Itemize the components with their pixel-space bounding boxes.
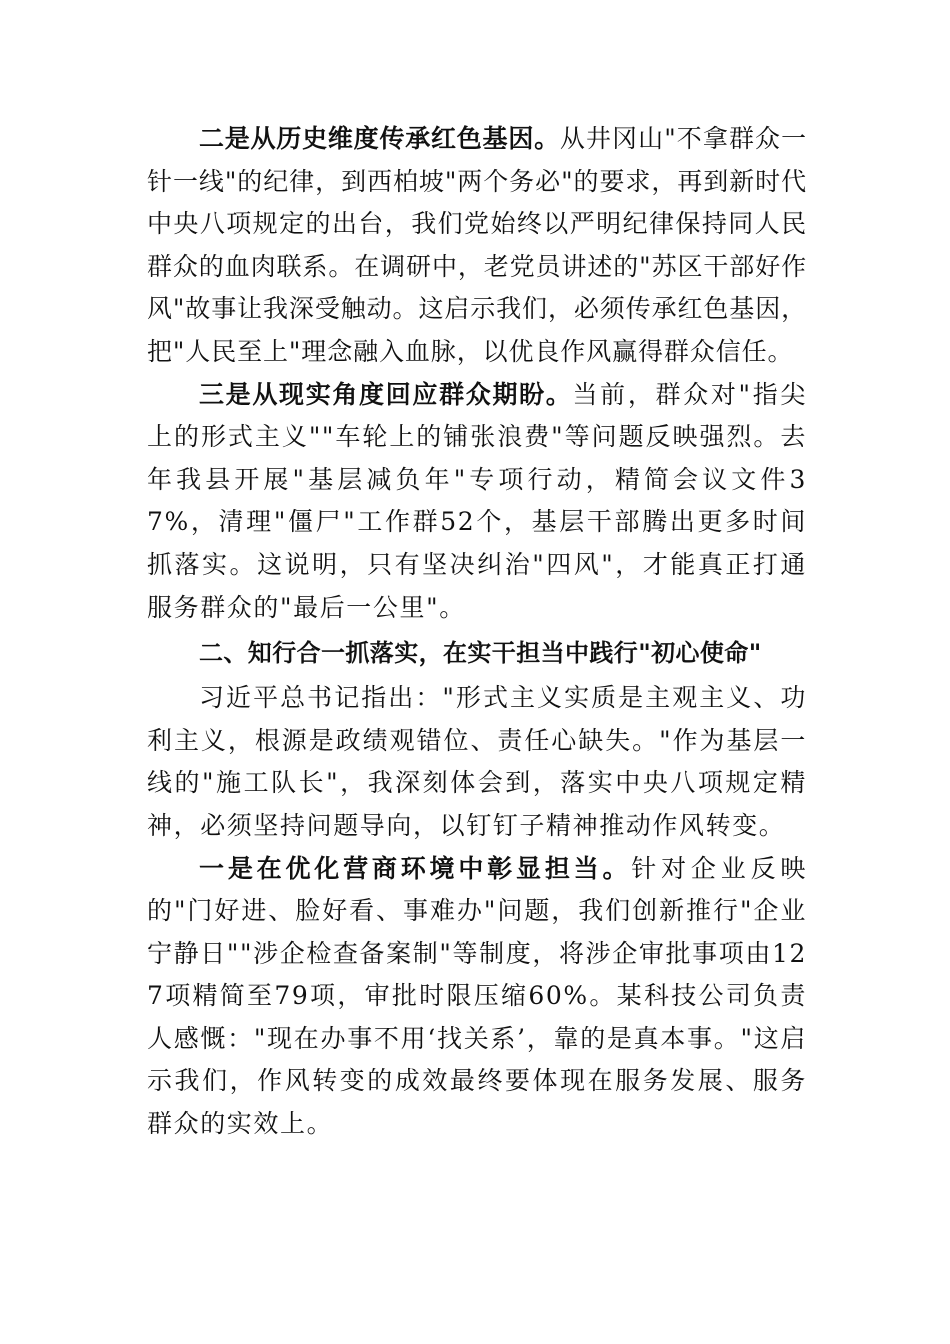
paragraph-body: 从井冈山"不拿群众一针一线"的纪律，到西柏坡"两个务必"的要求，再到新时代中央八项规定的出台，我们党始终以严明纪律保持同人民群众的血肉联系。在调研中，老党员讲述的"苏区干部好作风"故事让我深受触动。这启示我们，必须传承红色基因，把"人民至上"理念融入血脉，以优良作风赢得群众信任。: [147, 124, 808, 366]
document-page: [147, 118, 807, 1146]
section-heading: 二、知行合一抓落实，在实干担当中践行"初心使命": [199, 639, 762, 668]
section-intro: 习近平总书记指出："形式主义实质是主观主义、功利主义，根源是政绩观错位、责任心缺失。"作为基层一线的"施工队长"，我深刻体会到，落实中央八项规定精神，必须坚持问题导向，以钉钉子精神推动作风转变。: [147, 683, 807, 840]
paragraph-body: 针对企业反映的"门好进、脸好看、事难办"问题，我们创新推行"企业宁静日""涉企检查备案制"等制度，将涉企审批事项由127项精简至79项，审批时限压缩60%。某科技公司负责人感慨："现在办事不用‘找关系’，靠的是真本事。"这启示我们，作风转变的成效最终要体现在服务发展、服务群众的实效上。: [147, 853, 807, 1139]
paragraph-lead: 三是从现实角度回应群众期盼。: [199, 379, 573, 409]
paragraph-lead: 一是在优化营商环境中彰显担当。: [199, 853, 632, 883]
paragraph-body: 当前，群众对"指尖上的形式主义""车轮上的铺张浪费"等问题反映强烈。去年我县开展"基层减负年"专项行动，精简会议文件37%，清理"僵尸"工作群52个，基层干部腾出更多时间抓落实。这说明，只有坚决纠治"四风"，才能真正打通服务群众的"最后一公里"。: [147, 379, 807, 622]
paragraph-public-expectation: [147, 374, 807, 630]
paragraph-red-gene: [147, 118, 807, 374]
paragraph-business-environment: [147, 848, 807, 1146]
paragraph-lead: 二是从历史维度传承红色基因。: [199, 124, 560, 153]
